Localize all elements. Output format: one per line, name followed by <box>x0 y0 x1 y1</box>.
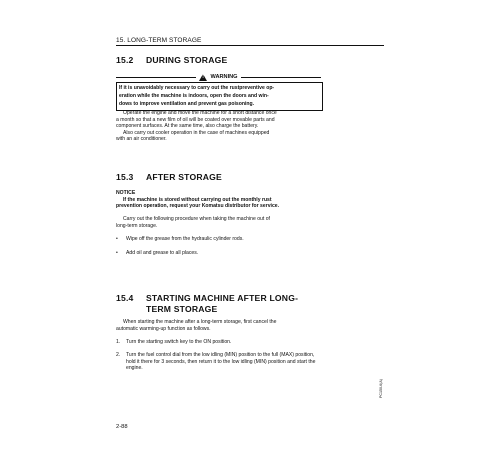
step-text: Turn the fuel control dial from the low idling (MIN) position to the full (MAX) position, hold it there for 3 seconds, then return it to the low idling (MIN) position and start the engine. <box>126 352 316 372</box>
bullet-item <box>116 250 326 257</box>
bullet-text: Wipe off the grease from the hydraulic cylinder rods. <box>126 236 244 242</box>
notice-line: prevention operation, request your Komatsu distributor for service. <box>116 203 280 210</box>
step-number: 2. <box>116 352 121 358</box>
notice-label: NOTICE <box>116 190 136 196</box>
text-line: Carry out the following procedure when taking the machine out of <box>123 216 270 222</box>
bullet-item <box>116 236 326 243</box>
bullet-dot: • <box>116 236 118 242</box>
heading-15-2 <box>116 55 227 65</box>
heading-15-4 <box>116 293 298 315</box>
running-head: 15. LONG-TERM STORAGE <box>116 37 202 44</box>
section-title: DURING STORAGE <box>146 55 228 65</box>
page-number: 2-88 <box>116 424 128 430</box>
after-storage-paragraph <box>116 216 331 229</box>
warning-header <box>116 73 321 81</box>
bullet-dot: • <box>116 250 118 256</box>
bullet-text: Add oil and grease to all places. <box>126 250 199 256</box>
step-text: Turn the starting switch key to the ON position. <box>126 339 232 345</box>
warning-rule-left <box>116 77 196 78</box>
warning-triangle-icon <box>199 74 207 81</box>
header-rule <box>116 45 384 46</box>
step-number: 1. <box>116 339 121 345</box>
heading-15-3 <box>116 172 222 182</box>
text-line: Also carry out cooler operation in the case of machines equipped <box>123 129 270 136</box>
step-item <box>116 352 331 374</box>
section-title: AFTER STORAGE <box>146 172 222 182</box>
text-line: a month so that a new film of oil will be coated over movable parts and <box>116 116 275 123</box>
section-number: 15.2 <box>116 55 134 65</box>
section-title-line: STARTING MACHINE AFTER LONG- <box>146 293 299 303</box>
starting-paragraph <box>116 319 331 332</box>
warning-line: dows to improve ventilation and prevent gas poisoning. <box>119 101 254 108</box>
section-title-line: TERM STORAGE <box>146 304 218 314</box>
text-line: component surfaces. At the same time, also charge the battery. <box>116 123 259 130</box>
warning-line: eration while the machine is indoors, open the doors and win- <box>119 93 269 100</box>
text-line: When starting the machine after a long-term storage, first cancel the <box>123 319 277 325</box>
warning-label: WARNING <box>210 74 238 80</box>
text-line: long-term storage. <box>116 222 158 229</box>
text-line: Operate the engine and move the machine for a short distance once <box>123 110 277 116</box>
text-line: with an air conditioner. <box>116 136 167 143</box>
storage-paragraph <box>116 110 326 143</box>
section-number: 15.3 <box>116 172 134 182</box>
section-number: 15.4 <box>116 293 134 303</box>
notice-block <box>116 190 331 210</box>
document-code: PC150-6(A) <box>379 379 383 398</box>
warning-line: If it is unavoidably necessary to carry out the rustpreventive op- <box>119 85 275 91</box>
warning-box <box>116 82 323 111</box>
warning-rule-right <box>241 77 321 78</box>
notice-line: If the machine is stored without carrying out the monthly rust <box>123 196 272 203</box>
text-line: automatic warming-up function as follows. <box>116 325 211 332</box>
step-item <box>116 339 331 347</box>
